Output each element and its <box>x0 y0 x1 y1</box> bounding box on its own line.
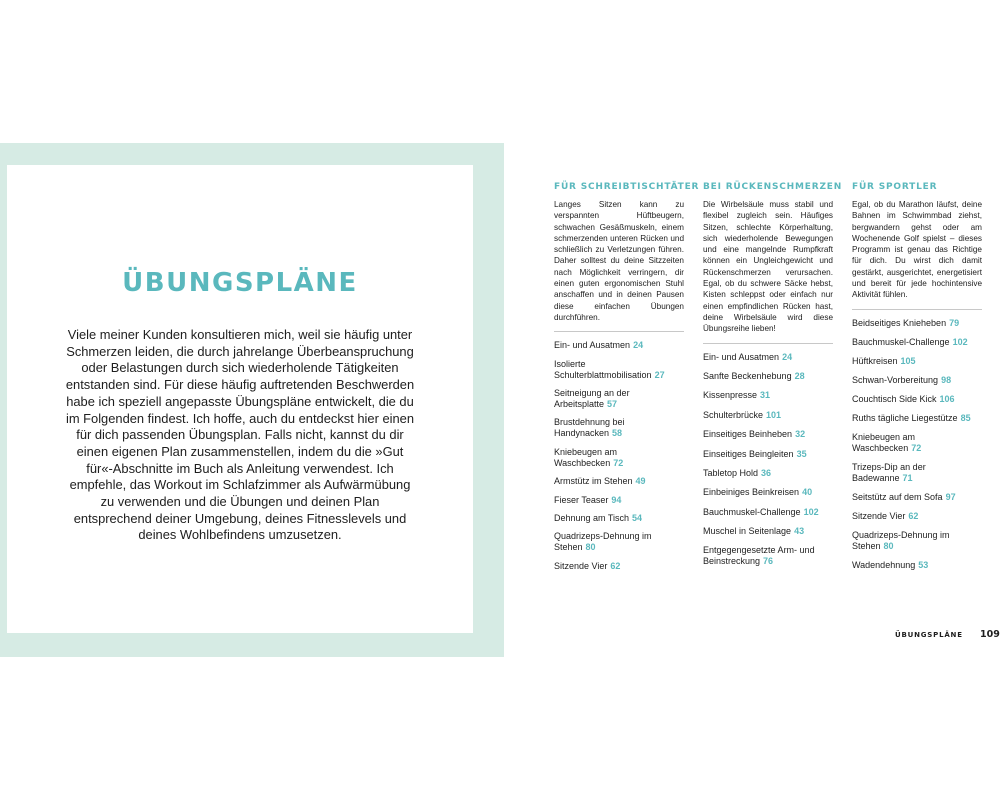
divider <box>554 331 684 332</box>
exercise-item <box>852 560 982 571</box>
exercise-item <box>554 495 684 506</box>
column-back-pain <box>703 180 843 576</box>
exercise-page-number: 62 <box>908 510 919 521</box>
exercise-name: Wadendehnung <box>852 559 916 570</box>
exercise-page-number: 27 <box>654 369 665 380</box>
exercise-item <box>852 492 982 503</box>
exercise-name: Sitzende Vier <box>554 560 608 571</box>
exercise-page-number: 24 <box>633 340 644 351</box>
exercise-item <box>703 468 833 479</box>
exercise-page-number: 32 <box>795 429 806 440</box>
exercise-item <box>703 410 833 421</box>
exercise-name: Ein- und Ausatmen <box>554 340 631 351</box>
exercise-name: Beidseitiges Knieheben <box>852 317 947 328</box>
exercise-name: Bauchmuskel-Challenge <box>852 336 950 347</box>
exercise-name: Kissenpresse <box>703 390 758 401</box>
exercise-name: Muschel in Seitenlage <box>703 526 792 537</box>
exercise-name: Isolierte Schulterblattmobilisation <box>554 358 652 380</box>
exercise-page-number: 80 <box>883 540 894 551</box>
exercise-page-number: 85 <box>960 412 971 423</box>
exercise-item <box>703 449 833 460</box>
exercise-item <box>852 413 982 424</box>
exercise-name: Ein- und Ausatmen <box>703 351 780 362</box>
exercise-name: Einseitiges Beinheben <box>703 429 793 440</box>
exercise-name: Armstütz im Stehen <box>554 476 633 487</box>
exercise-item <box>852 511 982 522</box>
divider <box>703 343 833 344</box>
exercise-name: Seitneigung an der Arbeitsplatte <box>554 388 630 410</box>
exercise-page-number: 43 <box>794 526 805 537</box>
exercise-page-number: 76 <box>763 556 774 567</box>
exercise-item <box>852 432 982 454</box>
exercise-name: Kniebeugen am Waschbecken <box>554 446 618 468</box>
exercise-item <box>852 318 982 329</box>
exercise-item <box>554 388 684 410</box>
column-heading: FÜR SCHREIBTISCHTÄTER <box>554 182 700 192</box>
exercise-item <box>554 531 684 553</box>
exercise-name: Brustdehnung bei Handynacken <box>554 417 625 439</box>
exercise-name: Quadrizeps-Dehnung im Stehen <box>852 529 950 551</box>
exercise-page-number: 54 <box>632 513 643 523</box>
exercise-item <box>554 476 684 487</box>
exercise-item <box>554 561 684 572</box>
page-number: 109 <box>980 629 1000 640</box>
exercise-page-number: 72 <box>911 442 922 453</box>
exercise-page-number: 101 <box>766 409 782 420</box>
exercise-name: Sitzende Vier <box>852 510 906 521</box>
exercise-item <box>703 429 833 440</box>
exercise-page-number: 49 <box>635 476 646 487</box>
exercise-name: Entgegengesetzte Arm- und Beinstreckung <box>703 545 815 567</box>
exercise-item <box>852 356 982 367</box>
exercise-list <box>703 352 833 568</box>
exercise-page-number: 28 <box>794 370 805 381</box>
column-desk-workers <box>554 180 700 579</box>
exercise-page-number: 80 <box>585 542 596 553</box>
exercise-page-number: 58 <box>612 428 623 439</box>
exercise-name: Bauchmuskel-Challenge <box>703 506 801 517</box>
page-title: ÜBUNGSPLÄNE <box>122 268 358 298</box>
exercise-page-number: 79 <box>949 317 960 328</box>
exercise-item <box>852 530 982 552</box>
column-athletes <box>852 180 982 579</box>
exercise-page-number: 102 <box>803 506 819 517</box>
divider <box>852 309 982 310</box>
intro-paragraph: Viele meiner Kunden konsultieren mich, weil sie häufig unter Schmerzen leiden, die durch jahrelange Überbeanspruchung oder Belastungen durch sich wiederholende Tätigkeiten entstanden sind. Für diese häufig auftretenden Beschwerden habe ich speziell angepasste Übungspläne entwickelt, die du im Folgenden findest. Ich hoffe, auch du entdeckst hier einen für dich passenden Übungsplan. Falls nicht, kannst du dir einen eigenen Plan zusammenstellen, indem du die »Gut für«-Abschnitte im Buch als Anleitung verwendest. Ich empfehle, das Workout im Schlafzimmer als Aufwärmübung zu verwenden und die Übungen und deinen Plan entsprechend deiner Umgebung, deines Fitnesslevels und deines Wohlbefindens umzusetzen. <box>65 327 415 543</box>
column-heading: BEI RÜCKENSCHMERZEN <box>703 182 843 192</box>
exercise-item <box>703 507 833 518</box>
exercise-name: Trizeps-Dip an der Badewanne <box>852 461 926 483</box>
exercise-page-number: 97 <box>945 491 956 502</box>
exercise-page-number: 105 <box>900 355 916 366</box>
exercise-item <box>703 545 833 567</box>
exercise-name: Tabletop Hold <box>703 467 759 478</box>
exercise-page-number: 98 <box>941 374 952 385</box>
column-description: Langes Sitzen kann zu verspannten Hüftbeugern, schwachen Gesäßmuskeln, einem schmerzenden unteren Rücken und schließlich zu Verletzungen führen. Daher solltest du deine Sitzzeiten nach Möglichkeit verringern, dir einen guten ergonomischen Stuhl anschaffen und in deinen Pausen diese einfachen Übungen durchführen. <box>554 200 684 322</box>
exercise-page-number: 36 <box>761 467 772 478</box>
exercise-page-number: 53 <box>918 559 929 570</box>
exercise-name: Sanfte Beckenhebung <box>703 370 792 381</box>
exercise-name: Quadrizeps-Dehnung im Stehen <box>554 531 652 553</box>
column-description: Egal, ob du Marathon läufst, deine Bahnen im Schwimmbad ziehst, bergwandern gehst oder am Wochenende Golf spielst – dieses Programm ist genau das Richtige für dich. Du wirst dich damit gestärkt, ausgerichtet, energetisiert und bereit für jede hochintensive Aktivität fühlen. <box>852 200 982 300</box>
exercise-item <box>554 417 684 439</box>
exercise-item <box>703 352 833 363</box>
exercise-page-number: 106 <box>939 393 955 404</box>
exercise-name: Schwan-Vorbereitung <box>852 374 939 385</box>
running-head: ÜBUNGSPLÄNE <box>895 631 963 639</box>
exercise-page-number: 62 <box>610 560 621 571</box>
exercise-item <box>703 390 833 401</box>
column-heading: FÜR SPORTLER <box>852 182 938 192</box>
exercise-page-number: 35 <box>796 448 807 459</box>
exercise-item <box>852 394 982 405</box>
exercise-name: Ruths tägliche Liegestütze <box>852 412 958 423</box>
exercise-item <box>554 513 684 524</box>
exercise-list <box>554 340 684 572</box>
exercise-name: Fieser Teaser <box>554 494 609 505</box>
exercise-name: Einseitiges Beingleiten <box>703 448 794 459</box>
exercise-name: Dehnung am Tisch <box>554 513 630 523</box>
exercise-item <box>852 462 982 484</box>
exercise-page-number: 57 <box>607 399 618 410</box>
exercise-list <box>852 318 982 571</box>
exercise-item <box>852 337 982 348</box>
column-description: Die Wirbelsäule muss stabil und flexibel zugleich sein. Häufiges Sitzen, schlechte Körperhaltung, sich wiederholende Bewegungen und eine mangelnde Rumpfkraft können ein Ungleichgewicht und Rückenschmerzen verursachen. Egal, ob du schwere Säcke hebst, Kisten schleppst oder einfach nur einen empfindlichen Rücken hast, deine Wirbelsäule wird diese Übungsreihe lieben! <box>703 200 833 334</box>
exercise-name: Seitstütz auf dem Sofa <box>852 491 943 502</box>
exercise-name: Schulterbrücke <box>703 409 764 420</box>
exercise-item <box>554 447 684 469</box>
exercise-name: Hüftkreisen <box>852 355 898 366</box>
exercise-item <box>703 526 833 537</box>
exercise-page-number: 40 <box>802 487 813 498</box>
exercise-page-number: 72 <box>613 457 624 468</box>
exercise-page-number: 102 <box>952 336 968 347</box>
exercise-page-number: 31 <box>760 390 771 401</box>
exercise-name: Couchtisch Side Kick <box>852 393 937 404</box>
exercise-item <box>852 375 982 386</box>
exercise-page-number: 94 <box>611 494 622 505</box>
exercise-item <box>703 487 833 498</box>
exercise-name: Einbeiniges Beinkreisen <box>703 487 800 498</box>
exercise-page-number: 71 <box>902 472 913 483</box>
exercise-item <box>554 359 684 381</box>
exercise-page-number: 24 <box>782 351 793 362</box>
exercise-item <box>703 371 833 382</box>
exercise-name: Kniebeugen am Waschbecken <box>852 431 916 453</box>
exercise-item <box>554 340 684 351</box>
